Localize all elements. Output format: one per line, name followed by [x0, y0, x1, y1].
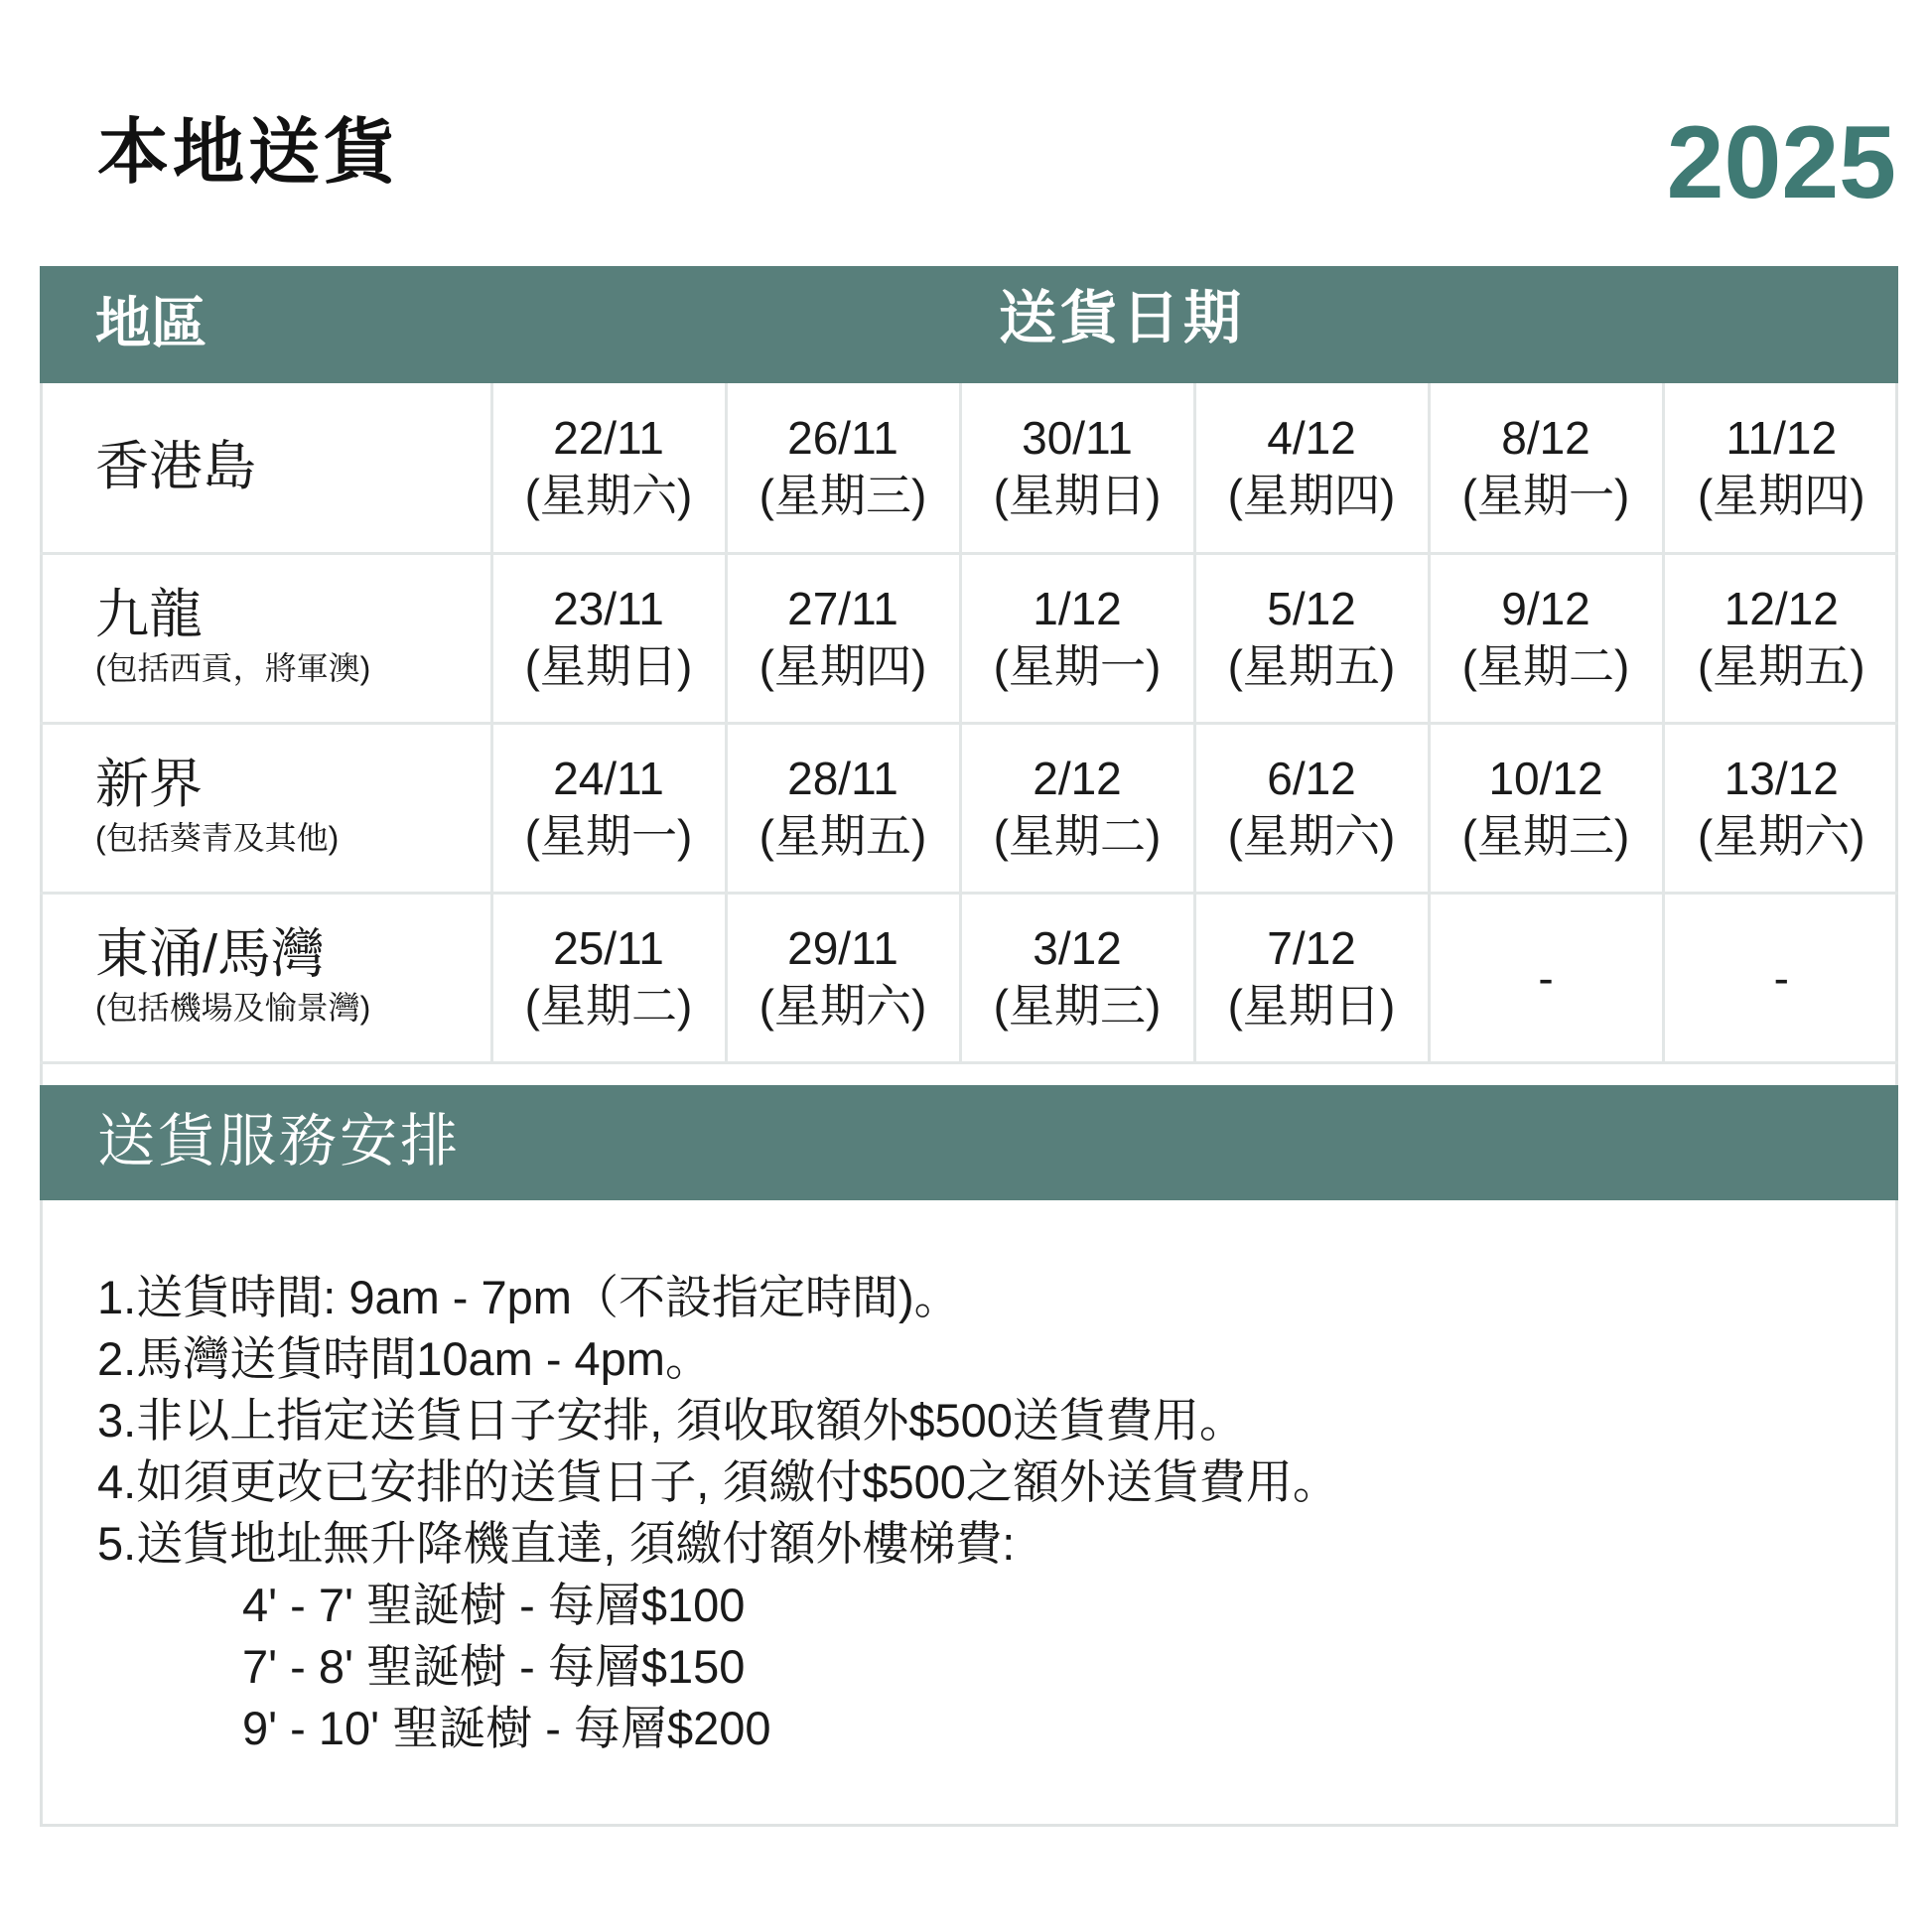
table-row — [40, 893, 1898, 1062]
table-row — [40, 723, 1898, 893]
delivery-weekday: (星期三) — [1461, 809, 1630, 862]
date-cell — [1194, 893, 1429, 1062]
delivery-date: 12/12 — [1724, 583, 1839, 634]
date-cell — [1429, 893, 1663, 1062]
delivery-date: 13/12 — [1724, 753, 1839, 804]
delivery-date: 3/12 — [1033, 922, 1122, 974]
delivery-schedule-table — [40, 383, 1898, 1064]
delivery-weekday: (星期日) — [1227, 979, 1396, 1032]
date-cell — [1194, 723, 1429, 893]
delivery-date: 6/12 — [1267, 753, 1356, 804]
date-cell — [960, 553, 1194, 723]
delivery-weekday: (星期二) — [524, 979, 693, 1032]
delivery-date: 1/12 — [1033, 583, 1122, 634]
region-name: 新界 — [95, 755, 203, 814]
date-cell — [491, 553, 726, 723]
date-cell — [726, 723, 960, 893]
date-cell — [1194, 383, 1429, 553]
delivery-weekday: (星期六) — [1697, 809, 1865, 862]
date-cell — [1194, 553, 1429, 723]
delivery-date: 26/11 — [787, 412, 898, 465]
date-cell — [960, 893, 1194, 1062]
delivery-weekday: (星期日) — [993, 469, 1162, 521]
delivery-date: 24/11 — [553, 753, 664, 804]
delivery-weekday: (星期六) — [524, 469, 693, 521]
dates-column-header: 送貨日期 — [999, 286, 1246, 350]
region-note: (包括機場及愉景灣) — [95, 990, 371, 1027]
note-line: 1.送貨時間: 9am - 7pm（不設指定時間)。 — [97, 1271, 961, 1323]
delivery-date: 10/12 — [1488, 753, 1603, 804]
delivery-date: 22/11 — [553, 412, 664, 465]
service-notes — [97, 1267, 1339, 1759]
date-cell — [491, 723, 726, 893]
delivery-date: 7/12 — [1267, 922, 1356, 974]
date-cell — [491, 383, 726, 553]
no-delivery-dash: - — [1538, 951, 1554, 1004]
delivery-weekday: (星期一) — [524, 809, 693, 862]
region-cell — [40, 553, 491, 723]
table-row — [40, 553, 1898, 723]
delivery-date: 29/11 — [787, 922, 898, 974]
delivery-weekday: (星期六) — [759, 979, 927, 1032]
delivery-date: 30/11 — [1022, 412, 1133, 465]
delivery-weekday: (星期一) — [993, 639, 1162, 692]
date-cell — [491, 893, 726, 1062]
stair-fee-line: 4' - 7' 聖誕樹 - 每層$100 — [242, 1579, 746, 1631]
year-label: 2025 — [1666, 105, 1896, 220]
region-cell — [40, 893, 491, 1062]
delivery-weekday: (星期六) — [1227, 809, 1396, 862]
delivery-weekday: (星期二) — [993, 809, 1162, 862]
note-line: 5.送貨地址無升降機直達, 須繳付額外樓梯費: — [97, 1517, 1016, 1570]
stair-fee-line: 7' - 8' 聖誕樹 - 每層$150 — [242, 1640, 746, 1693]
service-section-title: 送貨服務安排 — [97, 1109, 462, 1173]
region-name: 香港島 — [95, 437, 256, 497]
delivery-weekday: (星期五) — [1227, 639, 1396, 692]
stair-fee-line: 9' - 10' 聖誕樹 - 每層$200 — [242, 1702, 771, 1754]
delivery-date: 5/12 — [1267, 583, 1356, 634]
date-cell — [1429, 723, 1663, 893]
date-cell — [726, 893, 960, 1062]
delivery-date: 4/12 — [1267, 412, 1356, 465]
date-cell — [1663, 383, 1898, 553]
region-cell — [40, 723, 491, 893]
delivery-date: 27/11 — [787, 583, 898, 634]
date-cell — [960, 383, 1194, 553]
date-cell — [726, 553, 960, 723]
delivery-weekday: (星期四) — [1697, 469, 1865, 521]
delivery-weekday: (星期五) — [759, 809, 927, 862]
date-cell — [726, 383, 960, 553]
delivery-weekday: (星期日) — [524, 639, 693, 692]
note-line: 4.如須更改已安排的送貨日子, 須繳付$500之額外送貨費用。 — [97, 1455, 1339, 1508]
delivery-weekday: (星期四) — [759, 639, 927, 692]
delivery-weekday: (星期四) — [1227, 469, 1396, 521]
delivery-weekday: (星期二) — [1461, 639, 1630, 692]
table-header-bar — [40, 266, 1898, 383]
region-cell — [40, 383, 491, 553]
region-note: (包括葵青及其他) — [95, 820, 340, 857]
service-header-bar — [40, 1085, 1898, 1200]
note-line: 3.非以上指定送貨日子安排, 須收取額外$500送貨費用。 — [97, 1394, 1246, 1447]
delivery-date: 23/11 — [553, 583, 664, 634]
delivery-date: 11/12 — [1725, 412, 1838, 465]
region-name: 九龍 — [95, 585, 203, 644]
date-cell — [1429, 553, 1663, 723]
delivery-date: 25/11 — [553, 922, 664, 974]
delivery-weekday: (星期五) — [1697, 639, 1865, 692]
delivery-weekday: (星期一) — [1461, 469, 1630, 521]
date-cell — [1663, 553, 1898, 723]
page-title: 本地送貨 — [97, 113, 400, 193]
date-cell — [960, 723, 1194, 893]
region-note: (包括西貢，將軍澳) — [95, 650, 371, 687]
table-row — [40, 383, 1898, 553]
note-line: 2.馬灣送貨時間10am - 4pm。 — [97, 1332, 712, 1385]
delivery-weekday: (星期三) — [759, 469, 927, 521]
delivery-date: 8/12 — [1501, 412, 1590, 465]
delivery-date: 2/12 — [1033, 753, 1122, 804]
date-cell — [1663, 723, 1898, 893]
date-cell — [1663, 893, 1898, 1062]
delivery-date: 9/12 — [1501, 583, 1590, 634]
no-delivery-dash: - — [1773, 951, 1789, 1004]
region-column-header: 地區 — [95, 292, 207, 354]
region-name: 東涌/馬灣 — [95, 924, 326, 984]
date-cell — [1429, 383, 1663, 553]
delivery-date: 28/11 — [787, 753, 898, 804]
delivery-weekday: (星期三) — [993, 979, 1162, 1032]
